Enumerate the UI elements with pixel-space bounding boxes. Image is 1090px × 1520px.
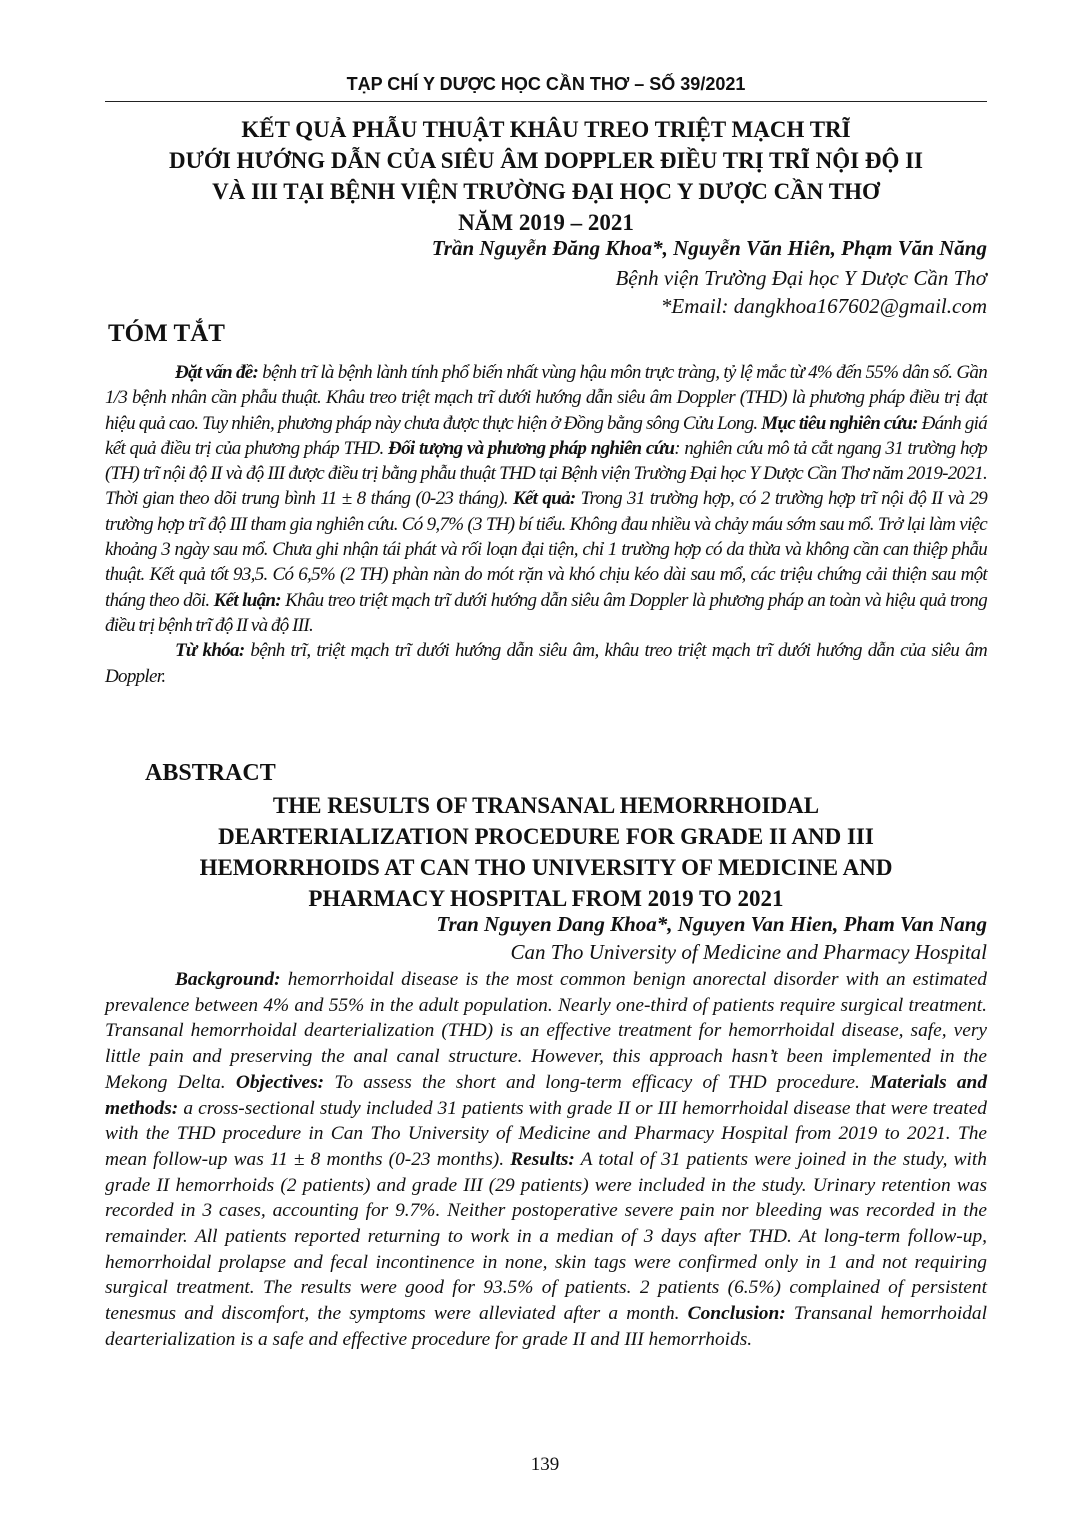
vi-title-line: DƯỚI HƯỚNG DẪN CỦA SIÊU ÂM DOPPLER ĐIỀU TRỊ TRĨ NỘI ĐỘ II (169, 148, 923, 173)
abstract-label: Đối tượng và phương pháp nghiên cứu (388, 437, 675, 459)
vi-section-heading: TÓM TẮT (108, 320, 225, 347)
en-title (105, 790, 987, 914)
abstract-text: bệnh trĩ là bệnh lành tính phổ biến nhất vùng hậu môn trực tràng, tỷ lệ mắc từ 4% đến 55% dân số. Gần 1/3 bệnh nhân cần phẫu thuật. Khâu treo triệt mạch trĩ dưới hướng dẫn siêu âm Doppler (THD) là phương pháp điều trị đạt hiệu quả cao. Tuy nhiên, phương pháp này chưa được thực hiện ở Đồng bằng sông Cửu Long. (105, 362, 988, 434)
vi-keywords-label: Từ khóa: (175, 640, 245, 662)
en-title-line: PHARMACY HOSPITAL FROM 2019 TO 2021 (308, 886, 784, 911)
abstract-label: Kết quả: (512, 488, 576, 510)
vi-keywords-text: bệnh trĩ, triệt mạch trĩ dưới hướng dẫn siêu âm, khâu treo triệt mạch trĩ dưới hướng dẫn của siêu âm Doppler. (105, 640, 987, 687)
vi-email: *Email: dangkhoa167602@gmail.com (660, 294, 987, 318)
abstract-label: Kết luận: (213, 589, 281, 611)
abstract-label: Materials and methods: (105, 1071, 988, 1119)
abstract-text: A total of 31 patients were joined in the study, with grade II hemorrhoids (2 patients) and grade III (29 patients) were included in the study. Urinary retention was recorded in 3 cases, accounting for 9.7%. Neither postoperative severe pain nor bleeding was recorded in the remainder. All patients reported returning to work in a median of 3 days after THD. At long-term follow-up, hemorrhoidal prolapse and fecal incontinence in none, skin tags were confirmed only in 1 and not requiring surgical treatment. The results were good for 93.5% of patients. 2 patients (6.5%) complained of persistent tenesmus and discomfort, the symptoms were alleviated after a month. (105, 1148, 987, 1325)
abstract-text: a cross-sectional study included 31 patients with grade II or III hemorrhoidal disease that were treated with the THD procedure in Can Tho University of Medicine and Pharmacy Hospital from 2019 to 2021. The mean follow-up was 11 ± 8 months (0-23 months). (105, 1097, 987, 1170)
abstract-label: Đặt vấn đề: (175, 362, 259, 383)
en-title-line: THE RESULTS OF TRANSANAL HEMORRHOIDAL (272, 793, 820, 818)
abstract-text: Transanal hemorrhoidal dearterialization is a safe and effective procedure for grade II and III hemorrhoids. (105, 1303, 987, 1350)
vi-keywords (105, 638, 987, 689)
vi-title-line: NĂM 2019 – 2021 (458, 210, 634, 235)
abstract-text: : nghiên cứu mô tả cắt ngang 31 trường hợp (TH) trĩ nội độ II và độ III được điều trị bằng phẫu thuật THD tại Bệnh viện Trường Đại học Y Dược Cần Thơ năm 2019-2021. Thời gian theo dõi trung bình 11 ± 8 tháng (0-23 tháng). (105, 437, 988, 510)
vi-abstract (105, 360, 987, 689)
abstract-label: Conclusion: (687, 1303, 786, 1325)
abstract-text: hemorrhoidal disease is the most common benign anorectal disorder with an estimated prevalence between 4% and 55% in the adult population. Nearly one-third of patients require surgical treatment. Transanal hemorrhoidal dearterialization (THD) is an effective treatment for hemorrhoidal disease, safe, very little pain and preserving the anal canal structure. However, this approach hasn’t been implemented in the Mekong Delta. (105, 969, 987, 1093)
en-abstract-paragraph (105, 967, 987, 1353)
vi-affiliation: Bệnh viện Trường Đại học Y Dược Cần Thơ (615, 266, 987, 290)
vi-title (105, 114, 987, 238)
en-affiliation: Can Tho University of Medicine and Pharmacy Hospital (510, 940, 987, 964)
en-abstract (105, 967, 987, 1353)
abstract-label: Mục tiêu nghiên cứu: (761, 412, 918, 434)
abstract-text: Đánh giá kết quả điều trị của phương pháp THD. (105, 412, 988, 459)
abstract-text: To assess the short and long-term efficacy of THD procedure. (324, 1071, 871, 1093)
abstract-text: Khâu treo triệt mạch trĩ dưới hướng dẫn siêu âm Doppler là phương pháp an toàn và hiệu quả trong điều trị bệnh trĩ độ II và độ III. (105, 589, 987, 636)
vi-title-line: KẾT QUẢ PHẪU THUẬT KHÂU TREO TRIỆT MẠCH TRĨ (241, 117, 851, 142)
en-section-heading: ABSTRACT (145, 760, 276, 786)
en-title-line: DEARTERIALIZATION PROCEDURE FOR GRADE II AND III (218, 824, 874, 849)
abstract-label: Objectives: (235, 1071, 325, 1093)
en-title-line: HEMORRHOIDS AT CAN THO UNIVERSITY OF MEDICINE AND (199, 855, 893, 880)
abstract-text: Trong 31 trường hợp, có 2 trường hợp trĩ nội độ II và 29 trường hợp trĩ độ III tham gia nghiên cứu. Có 9,7% (3 TH) bí tiểu. Không đau nhiều và chảy máu sớm sau mổ. Trở lại làm việc khoảng 3 ngày sau mổ. Chưa ghi nhận tái phát và rối loạn đại tiện, chỉ 1 trường hợp có da thừa và không cần can thiệp phẫu thuật. Kết quả tốt 93,5. Có 6,5% (2 TH) phàn nàn do mót rặn và khó chịu kéo dài sau mổ, các triệu chứng cải thiện sau một tháng theo dõi. (105, 488, 987, 611)
journal-header: TẠP CHÍ Y DƯỢC HỌC CẦN THƠ – SỐ 39/2021 (105, 74, 987, 102)
vi-abstract-paragraph (105, 360, 987, 638)
page-number: 139 (530, 1454, 560, 1475)
abstract-label: Background: (175, 969, 281, 990)
abstract-label: Results: (510, 1148, 575, 1170)
vi-title-line: VÀ III TẠI BỆNH VIỆN TRƯỜNG ĐẠI HỌC Y DƯỢC CẦN THƠ (212, 179, 880, 204)
en-authors: Tran Nguyen Dang Khoa*, Nguyen Van Hien, Pham Van Nang (436, 912, 987, 936)
vi-authors: Trần Nguyễn Đăng Khoa*, Nguyễn Văn Hiên, Phạm Văn Năng (431, 236, 987, 260)
